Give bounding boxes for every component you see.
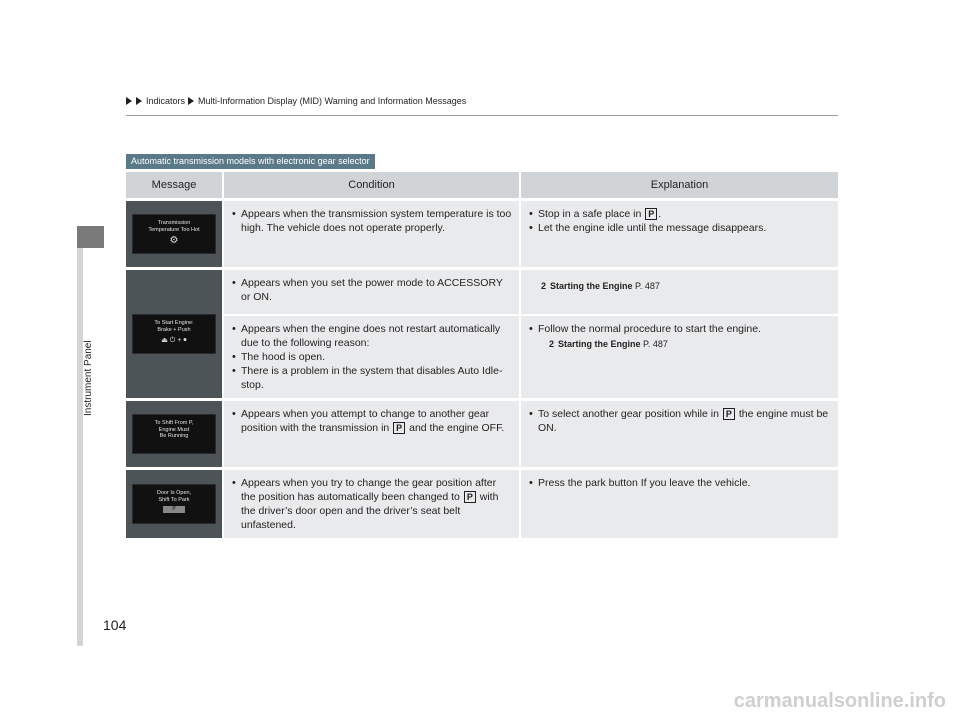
message-image-cell xyxy=(126,198,224,267)
condition-text: • The hood is open. xyxy=(230,350,513,364)
condition-text: • Appears when the engine does not restart automatically due to the following reason: xyxy=(230,322,513,350)
mid-screen-door-open xyxy=(132,484,216,524)
explanation-text-part: . xyxy=(658,208,662,220)
park-position-icon: P xyxy=(723,408,735,420)
condition-cell xyxy=(224,314,521,398)
condition-text xyxy=(230,476,513,532)
message-image-cell xyxy=(126,467,224,538)
condition-text-part: Appears when you try to change the gear position after the position has automatically been changed to xyxy=(241,477,497,503)
header-divider xyxy=(126,115,838,116)
condition-text-part: Appears when you attempt to change to another gear position with the transmission in xyxy=(241,408,490,434)
condition-text-part: with the driver’s door open and the driver’s seat belt unfastened. xyxy=(241,491,499,531)
xref-title: Starting the Engine xyxy=(550,281,633,291)
explanation-text: • Press the park button If you leave the vehicle. xyxy=(527,476,832,490)
message-table xyxy=(126,172,838,538)
condition-text-part: and the engine OFF. xyxy=(409,422,505,434)
mid-screen-transmission-hot xyxy=(132,214,216,254)
xref-page: P. 487 xyxy=(643,339,668,349)
header-condition: Condition xyxy=(224,172,521,198)
chapter-side-bar xyxy=(77,226,83,646)
breadcrumb xyxy=(126,96,466,106)
breadcrumb-item-mid-messages[interactable]: Multi-Information Display (MID) Warning and Information Messages xyxy=(198,96,467,106)
cross-reference-link[interactable] xyxy=(527,279,832,293)
explanation-text: • Let the engine idle until the message disappears. xyxy=(527,221,832,235)
explanation-text xyxy=(527,407,832,435)
cross-reference-icon: 2 xyxy=(541,281,547,291)
explanation-text-part: Stop in a safe place in xyxy=(538,208,642,220)
condition-cell xyxy=(224,467,521,538)
explanation-cell xyxy=(521,467,838,538)
screen-text: Transmission xyxy=(157,220,191,226)
chapter-label: Instrument Panel xyxy=(83,340,94,416)
mid-screen-shift-from-p xyxy=(132,414,216,454)
condition-text xyxy=(230,407,513,435)
screen-text: Shift To Park xyxy=(158,496,190,503)
condition-cell xyxy=(224,398,521,467)
watermark: carmanualsonline.info xyxy=(733,690,946,712)
explanation-cell xyxy=(521,267,838,314)
screen-text: Door Is Open, xyxy=(156,490,192,496)
explanation-text-part: To select another gear position while in xyxy=(538,408,719,420)
breadcrumb-item-indicators[interactable]: Indicators xyxy=(146,96,186,106)
condition-text: • Appears when the transmission system temperature is too high. The vehicle does not operate properly. xyxy=(230,207,513,235)
header-message: Message xyxy=(126,172,224,198)
mid-screen-start-engine xyxy=(132,314,216,354)
park-position-icon: P xyxy=(393,422,405,434)
message-image-cell xyxy=(126,267,224,398)
table-row xyxy=(126,267,838,314)
explanation-cell xyxy=(521,314,838,398)
breadcrumb-arrow-icon xyxy=(188,97,194,105)
header-explanation: Explanation xyxy=(521,172,838,198)
screen-text: Engine Must xyxy=(158,426,190,433)
brake-push-button-icon: ⏏ ⏻ + ⏺ xyxy=(161,337,187,344)
message-image-cell xyxy=(126,398,224,467)
table-row xyxy=(126,467,838,538)
park-position-icon: P xyxy=(645,208,657,220)
breadcrumb-arrow-icon xyxy=(136,97,142,105)
explanation-cell xyxy=(521,198,838,267)
condition-cell xyxy=(224,267,521,314)
screen-text: Be Running xyxy=(159,433,189,439)
screen-text: To Shift From P, xyxy=(154,420,194,426)
xref-page: P. 487 xyxy=(635,281,660,291)
model-applicability-tag: Automatic transmission models with electronic gear selector xyxy=(126,154,375,169)
breadcrumb-arrow-icon xyxy=(126,97,132,105)
explanation-text-part: the engine must be ON. xyxy=(538,408,829,434)
park-indicator-icon: P xyxy=(163,506,185,513)
screen-text: To Start Engine: xyxy=(154,320,194,326)
chapter-tab xyxy=(77,226,104,248)
condition-cell xyxy=(224,198,521,267)
gear-warning-icon: ⚙ xyxy=(169,235,179,246)
condition-text: • There is a problem in the system that disables Auto Idle-stop. xyxy=(230,364,513,392)
screen-text: Temperature Too Hot xyxy=(148,226,200,233)
cross-reference-icon: 2 xyxy=(549,339,555,349)
screen-text: Brake + Push xyxy=(157,326,191,333)
table-row xyxy=(126,314,838,398)
explanation-text: • Follow the normal procedure to start the engine. xyxy=(527,322,832,336)
xref-title: Starting the Engine xyxy=(558,339,641,349)
explanation-cell xyxy=(521,398,838,467)
cross-reference-link[interactable] xyxy=(527,337,832,351)
condition-text: • Appears when you set the power mode to ACCESSORY or ON. xyxy=(230,276,513,304)
explanation-text xyxy=(527,207,832,221)
table-row xyxy=(126,398,838,467)
table-row xyxy=(126,198,838,267)
park-position-icon: P xyxy=(464,491,476,503)
page-number: 104 xyxy=(103,617,127,633)
